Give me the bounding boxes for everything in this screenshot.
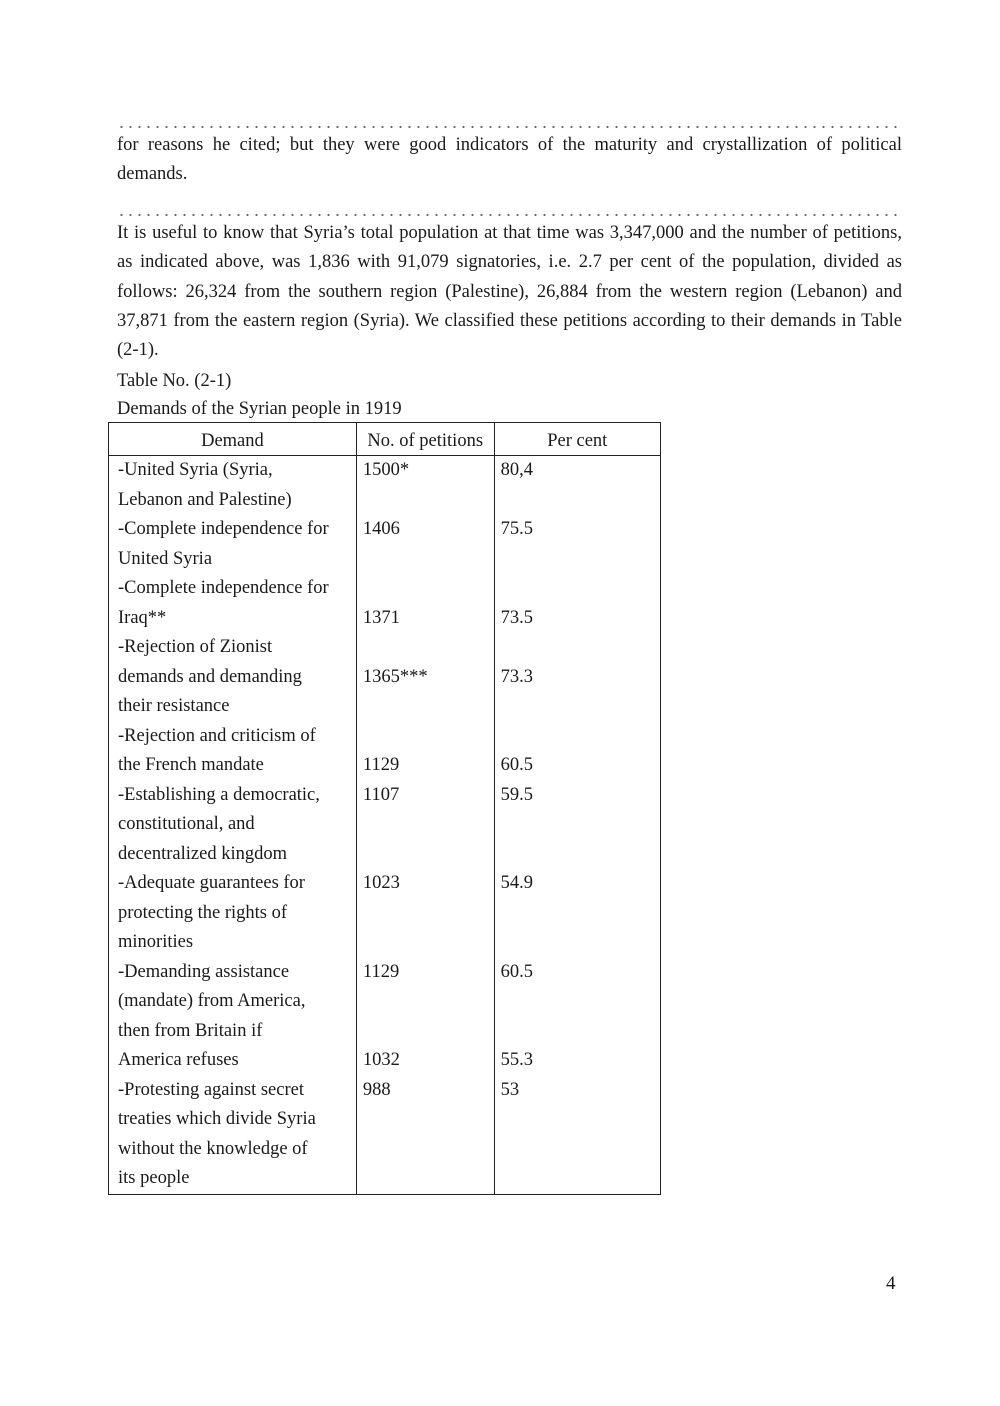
petition-count-value: 1107 [362, 784, 400, 805]
petition-count-cell [356, 722, 494, 781]
percent-value: 59.5 [500, 784, 533, 805]
demand-text-line: minorities [118, 932, 194, 952]
demand-text-line: -Adequate guarantees for [118, 873, 305, 893]
percent-value: 55.3 [500, 1050, 533, 1070]
demand-text-line: -Rejection of Zionist [118, 637, 273, 657]
demand-text-line: -Establishing a democratic, [118, 784, 320, 805]
demand-text-line: (mandate) from America, [118, 991, 306, 1011]
demand-text-line: protecting the rights of [118, 902, 288, 923]
demand-cell [109, 574, 357, 633]
percent-cell [494, 781, 660, 870]
petition-count-cell [356, 1046, 494, 1076]
table-row [109, 515, 661, 574]
demand-text-line: the French mandate [118, 755, 264, 775]
demand-text-line: demands and demanding [118, 666, 302, 687]
demand-text-line: United Syria [118, 548, 213, 569]
petition-count-value: 1129 [362, 755, 400, 775]
demand-text-line: -Demanding assistance [118, 961, 290, 982]
percent-value: 60.5 [500, 755, 533, 775]
page-number: 4 [886, 1273, 896, 1294]
demand-text-line: treaties which divide Syria [118, 1109, 316, 1129]
petition-count-value: 1129 [362, 961, 400, 982]
table-row [109, 1046, 661, 1076]
decorative-dot-row [117, 124, 902, 130]
table-header-row [109, 423, 661, 456]
demand-text-line: -Protesting against secret [118, 1079, 304, 1100]
demand-text-line: Iraq** [118, 607, 167, 628]
table-row [109, 781, 661, 870]
percent-cell [494, 958, 660, 1047]
demand-cell [109, 958, 357, 1047]
percent-cell [494, 722, 660, 781]
percent-cell [494, 574, 660, 633]
percent-value: 60.5 [500, 961, 533, 982]
demand-cell [109, 456, 357, 516]
table-row [109, 869, 661, 958]
petition-count-value: 988 [362, 1079, 391, 1100]
demand-cell [109, 1076, 357, 1195]
demand-text-line: America refuses [118, 1050, 239, 1070]
demand-text-line: then from Britain if [118, 1020, 263, 1041]
percent-value: 80,4 [500, 460, 533, 480]
percent-value: 53 [500, 1079, 520, 1100]
petition-count-cell [356, 958, 494, 1047]
petition-count-cell [356, 456, 494, 516]
percent-cell [494, 1046, 660, 1076]
table-row [109, 456, 661, 516]
petition-count-value: 1406 [362, 519, 400, 539]
percent-cell [494, 1076, 660, 1195]
table-caption: Demands of the Syrian people in 1919 [117, 399, 402, 419]
decorative-dot-row [117, 212, 902, 218]
demand-text-line: their resistance [118, 696, 230, 716]
petition-count-cell [356, 574, 494, 633]
demand-cell [109, 633, 357, 722]
paragraph-population: It is useful to know that Syria’s total population at that time was 3,347,000 and the number of petitions, as indicated above, was 1,836 with 91,079 signatories, i.e. 2.7 per cent of the population, divided as follows: 26,324 from the southern region (Palestine), 26,884 from the western region (Lebanon) and 37,871 from the eastern region (Syria). We classified these petitions according to their demands in Table (2-1). [117, 223, 902, 361]
demand-text-line: -Complete independence for [118, 578, 329, 598]
petition-count-cell [356, 781, 494, 870]
demand-cell [109, 781, 357, 870]
percent-value: 54.9 [500, 873, 533, 893]
petition-count-value: 1371 [362, 607, 400, 628]
demands-table [108, 422, 661, 1195]
percent-cell [494, 515, 660, 574]
demand-text-line: constitutional, and [118, 814, 255, 834]
demand-cell [109, 515, 357, 574]
petition-count-value: 1500* [362, 460, 410, 480]
demand-text-line: -Rejection and criticism of [118, 725, 316, 746]
petition-count-value: 1032 [362, 1050, 400, 1070]
demand-text-line: its people [118, 1168, 190, 1188]
percent-cell [494, 633, 660, 722]
table-row [109, 574, 661, 633]
demand-text-line: decentralized kingdom [118, 843, 288, 864]
table-label: Table No. (2-1) [117, 371, 232, 391]
percent-value: 75.5 [500, 519, 533, 539]
header-percent: Per cent [494, 423, 660, 456]
demand-text-line: Lebanon and Palestine) [118, 489, 292, 510]
demand-text-line: without the knowledge of [118, 1138, 308, 1159]
demand-cell [109, 1046, 357, 1076]
percent-cell [494, 456, 660, 516]
table-row [109, 633, 661, 722]
header-petitions: No. of petitions [356, 423, 494, 456]
percent-cell [494, 869, 660, 958]
table-row [109, 722, 661, 781]
petition-count-value: 1365*** [362, 666, 428, 687]
petition-count-value: 1023 [362, 873, 400, 893]
demand-text-line: -Complete independence for [118, 519, 329, 539]
petition-count-cell [356, 1076, 494, 1195]
demand-cell [109, 869, 357, 958]
demand-text-line: -United Syria (Syria, [118, 460, 273, 480]
paragraph-continuation: for reasons he cited; but they were good indicators of the maturity and crystallization of political demands. [117, 135, 902, 185]
petition-count-cell [356, 515, 494, 574]
header-demand: Demand [109, 423, 357, 456]
petition-count-cell [356, 869, 494, 958]
percent-value: 73.5 [500, 607, 533, 628]
table-row [109, 1076, 661, 1195]
petition-count-cell [356, 633, 494, 722]
demand-cell [109, 722, 357, 781]
percent-value: 73.3 [500, 666, 533, 687]
table-row [109, 958, 661, 1047]
